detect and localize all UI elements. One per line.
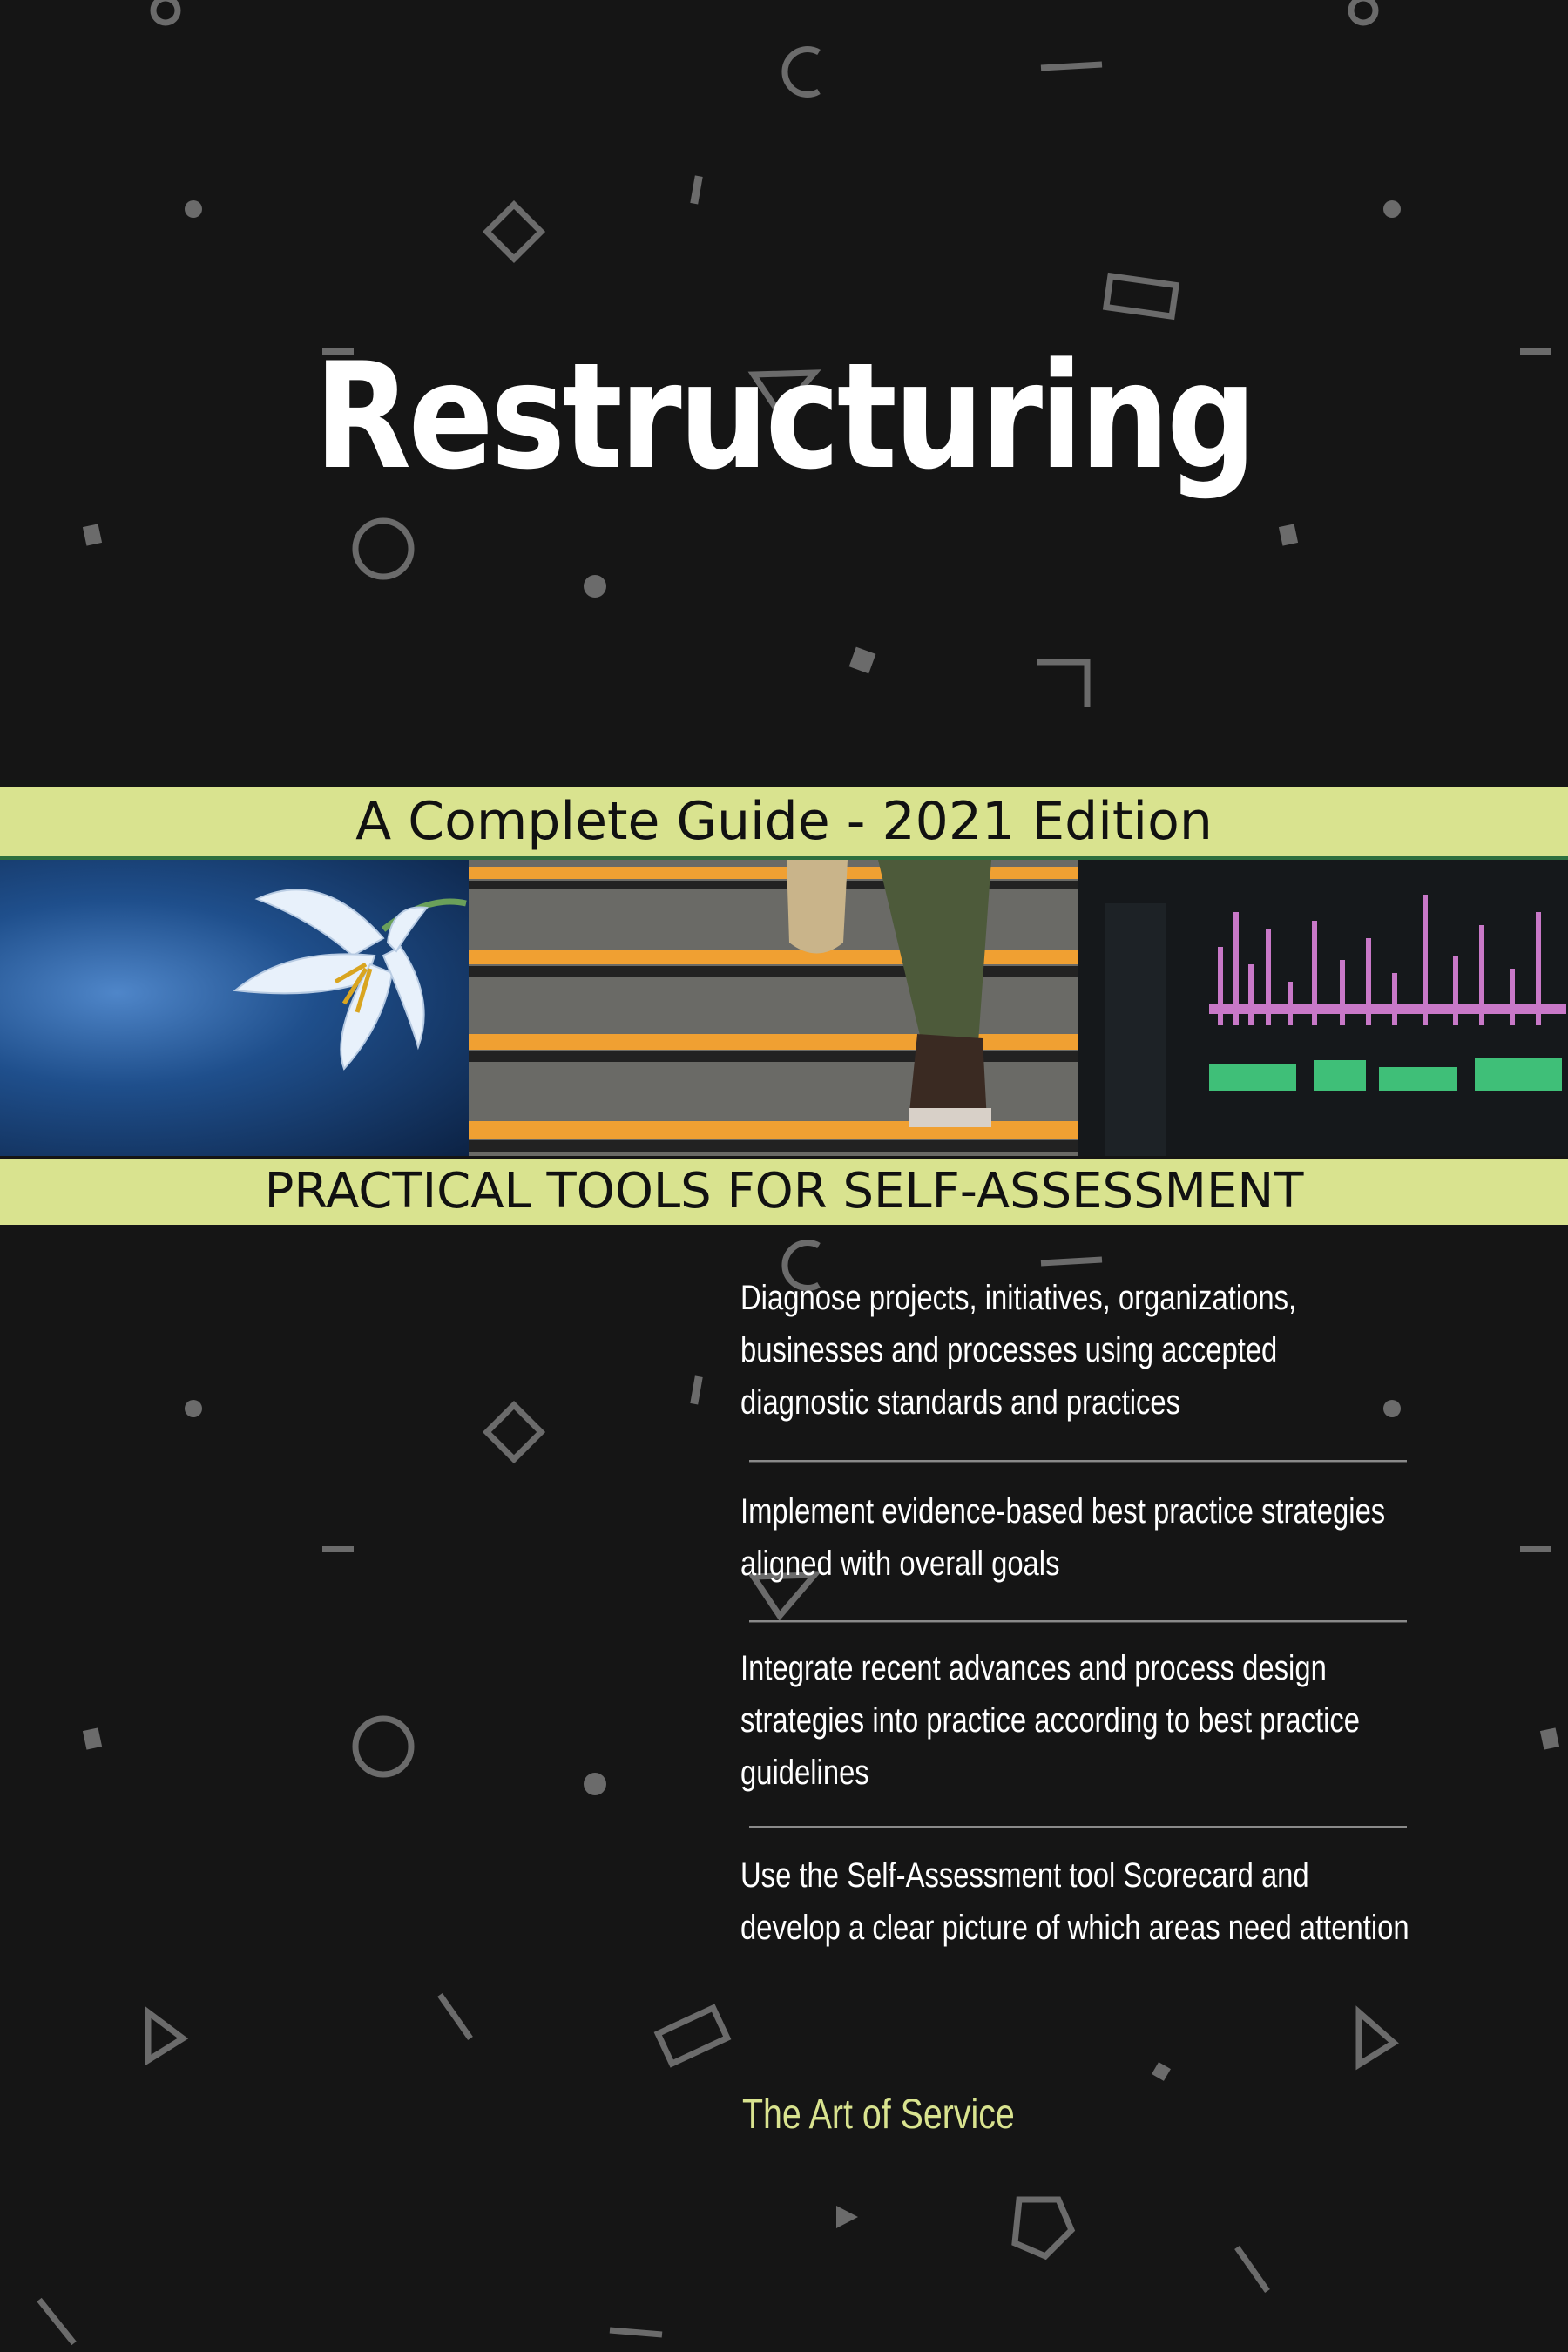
publisher-name: The Art of Service [742, 2092, 1015, 2138]
video-editor-image [1078, 860, 1568, 1156]
subtitle-band [0, 787, 1568, 860]
divider [749, 1460, 1407, 1463]
book-subtitle: A Complete Guide - 2021 Edition [355, 791, 1213, 852]
lily-flower-image [0, 860, 469, 1156]
divider [749, 1620, 1407, 1623]
benefit-item: Implement evidence-based best practice strategies aligned with overall goals [740, 1492, 1386, 1583]
benefit-item: Use the Self-Assessment tool Scorecard and develop a clear picture of which areas need attention [740, 1856, 1409, 1947]
stairs-photo [469, 860, 1078, 1156]
book-title: Restructuring [314, 331, 1254, 502]
benefit-item: Diagnose projects, initiatives, organizations, businesses and processes using accepted diagnostic standards and practices [740, 1279, 1297, 1422]
book-tagline: PRACTICAL TOOLS FOR SELF-ASSESSMENT [264, 1163, 1304, 1220]
video-editor-photo [1078, 860, 1568, 1156]
tagline-band [0, 1159, 1568, 1225]
divider [749, 1826, 1407, 1828]
stairs-image [469, 860, 1078, 1156]
lily-photo [0, 860, 469, 1156]
benefit-item: Integrate recent advances and process design strategies into practice according to best practice guidelines [740, 1649, 1361, 1792]
photo-strip [0, 860, 1568, 1156]
